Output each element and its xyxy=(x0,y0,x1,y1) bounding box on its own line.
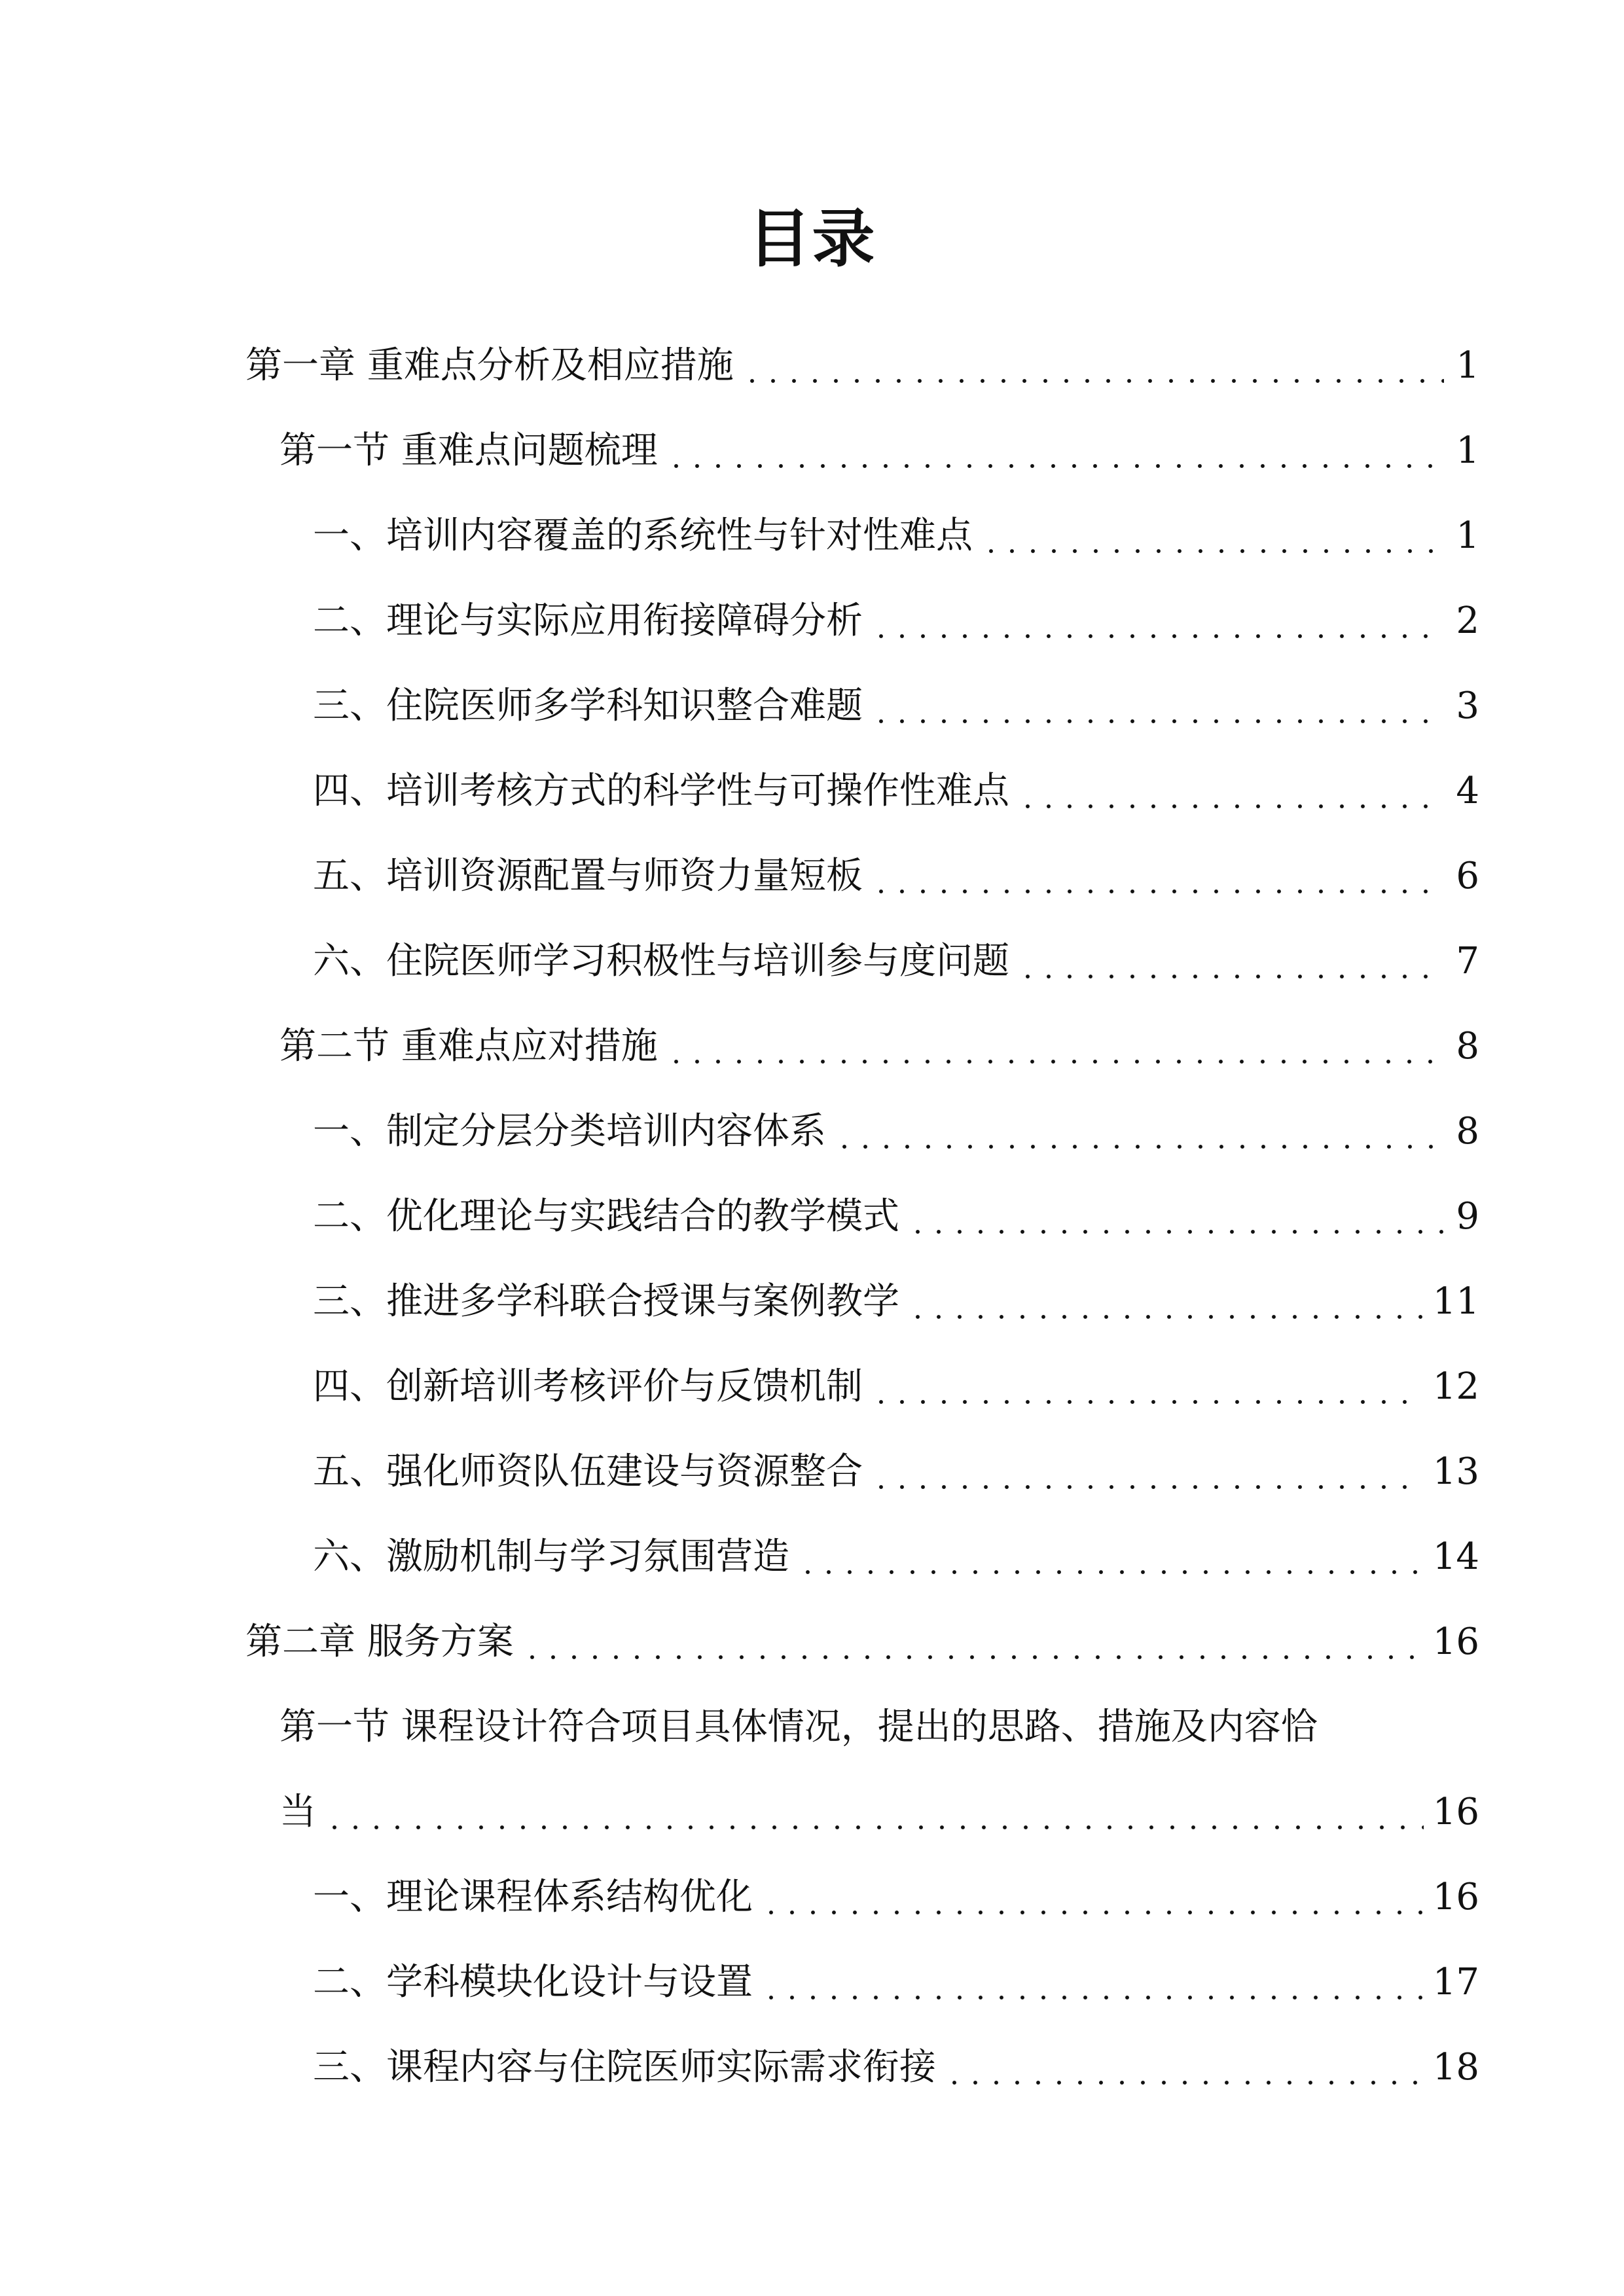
toc-dot-leader xyxy=(907,1276,1424,1328)
toc-dot-leader xyxy=(666,1020,1444,1073)
toc-entry-label: 四、创新培训考核评价与反馈机制 xyxy=(313,1365,863,1408)
toc-entry-page-number: 9 xyxy=(1456,1195,1479,1238)
toc-entry-page-number: 4 xyxy=(1456,770,1479,812)
toc-entry-label: 二、优化理论与实践结合的教学模式 xyxy=(313,1195,899,1238)
toc-entry-page-number: 11 xyxy=(1432,1280,1479,1323)
toc-dot-leader xyxy=(1017,935,1444,988)
toc-dot-leader xyxy=(871,680,1444,732)
toc-dot-leader xyxy=(871,1446,1424,1498)
page-title: 目录 xyxy=(748,202,876,276)
toc-entry-label: 第一章 重难点分析及相应措施 xyxy=(245,344,734,387)
toc-entry-item-1-2-5[interactable] xyxy=(313,1446,1479,1498)
toc-entry-page-number: 18 xyxy=(1432,2046,1479,2089)
toc-entry-page-number: 1 xyxy=(1456,429,1479,472)
toc-entry-item-1-1-1[interactable] xyxy=(313,510,1479,562)
toc-entry-label: 一、理论课程体系结构优化 xyxy=(313,1876,753,1918)
toc-entry-label: 一、制定分层分类培训内容体系 xyxy=(313,1110,826,1153)
toc-dot-leader xyxy=(871,850,1444,903)
toc-dot-leader xyxy=(907,1191,1444,1243)
toc-entry-section-1-2[interactable] xyxy=(280,1020,1479,1073)
toc-entry-item-1-1-4[interactable] xyxy=(313,765,1479,817)
toc-dot-leader xyxy=(522,1616,1424,1668)
toc-entry-page-number: 1 xyxy=(1456,514,1479,557)
toc-entry-label: 二、学科模块化设计与设置 xyxy=(313,1961,753,2003)
toc-entry-item-1-2-6[interactable] xyxy=(313,1531,1479,1583)
toc-entry-section-1-1[interactable] xyxy=(280,425,1479,477)
toc-dot-leader xyxy=(871,1361,1424,1413)
toc-entry-item-2-1-1[interactable] xyxy=(313,1871,1479,1924)
toc-entry-page-number: 3 xyxy=(1456,685,1479,727)
toc-entry-page-number: 12 xyxy=(1432,1365,1479,1408)
toc-dot-leader xyxy=(797,1531,1424,1583)
toc-entry-item-2-1-3[interactable] xyxy=(313,2041,1479,2094)
toc-entry-label: 六、住院医师学习积极性与培训参与度问题 xyxy=(313,940,1009,982)
toc-entry-chapter-1[interactable] xyxy=(245,340,1479,392)
toc-entry-page-number: 16 xyxy=(1432,1876,1479,1918)
toc-entry-label: 三、住院医师多学科知识整合难题 xyxy=(313,685,863,727)
toc-entry-label: 二、理论与实际应用衔接障碍分析 xyxy=(313,600,863,642)
toc-entry-label: 第二节 重难点应对措施 xyxy=(280,1025,658,1067)
toc-entry-label: 第一节 重难点问题梳理 xyxy=(280,429,658,472)
toc-dot-leader xyxy=(742,340,1444,392)
toc-entry-label: 六、激励机制与学习氛围营造 xyxy=(313,1535,789,1578)
toc-dot-leader xyxy=(871,595,1444,647)
toc-entry-page-number: 8 xyxy=(1456,1025,1479,1067)
toc-entry-label: 一、培训内容覆盖的系统性与针对性难点 xyxy=(313,514,973,557)
toc-entry-item-1-2-2[interactable] xyxy=(313,1191,1479,1243)
toc-entry-section-2-1[interactable] xyxy=(280,1786,1479,1839)
toc-entry-label: 当 xyxy=(280,1791,316,1833)
toc-entry-page-number: 16 xyxy=(1432,1621,1479,1663)
toc-dot-leader xyxy=(324,1786,1424,1839)
toc-entry-label: 四、培训考核方式的科学性与可操作性难点 xyxy=(313,770,1009,812)
toc-dot-leader xyxy=(761,1956,1424,2009)
toc-entry-page-number: 8 xyxy=(1456,1110,1479,1153)
toc-entry-label: 五、强化师资队伍建设与资源整合 xyxy=(313,1450,863,1493)
toc-entry-item-1-2-1[interactable] xyxy=(313,1105,1479,1158)
toc-entry-item-1-1-6[interactable] xyxy=(313,935,1479,988)
toc-entry-item-1-1-2[interactable] xyxy=(313,595,1479,647)
toc-dot-leader xyxy=(666,425,1444,477)
toc-entry-page-number: 1 xyxy=(1456,344,1479,387)
toc-entry-section-2-1-line1[interactable]: 第一节 课程设计符合项目具体情况，提出的思路、措施及内容恰 xyxy=(280,1706,1318,1748)
toc-entry-label: 五、培训资源配置与师资力量短板 xyxy=(313,855,863,897)
toc-dot-leader xyxy=(834,1105,1444,1158)
toc-entry-page-number: 7 xyxy=(1456,940,1479,982)
toc-entry-page-number: 2 xyxy=(1456,600,1479,642)
toc-entry-label: 三、推进多学科联合授课与案例教学 xyxy=(313,1280,899,1323)
toc-entry-page-number: 16 xyxy=(1432,1791,1479,1833)
toc-entry-page-number: 13 xyxy=(1432,1450,1479,1493)
toc-entry-chapter-2[interactable] xyxy=(245,1616,1479,1668)
toc-dot-leader xyxy=(944,2041,1424,2094)
toc-entry-item-1-2-3[interactable] xyxy=(313,1276,1479,1328)
toc-dot-leader xyxy=(981,510,1444,562)
toc-dot-leader xyxy=(761,1871,1424,1924)
toc-entry-item-1-1-3[interactable] xyxy=(313,680,1479,732)
toc-entry-page-number: 17 xyxy=(1432,1961,1479,2003)
toc-entry-item-2-1-2[interactable] xyxy=(313,1956,1479,2009)
toc-entry-label: 第二章 服务方案 xyxy=(245,1621,514,1663)
toc-entry-page-number: 6 xyxy=(1456,855,1479,897)
toc-entry-item-1-2-4[interactable] xyxy=(313,1361,1479,1413)
toc-entry-label: 三、课程内容与住院医师实际需求衔接 xyxy=(313,2046,936,2089)
toc-entry-item-1-1-5[interactable] xyxy=(313,850,1479,903)
toc-entry-page-number: 14 xyxy=(1432,1535,1479,1578)
toc-dot-leader xyxy=(1017,765,1444,817)
